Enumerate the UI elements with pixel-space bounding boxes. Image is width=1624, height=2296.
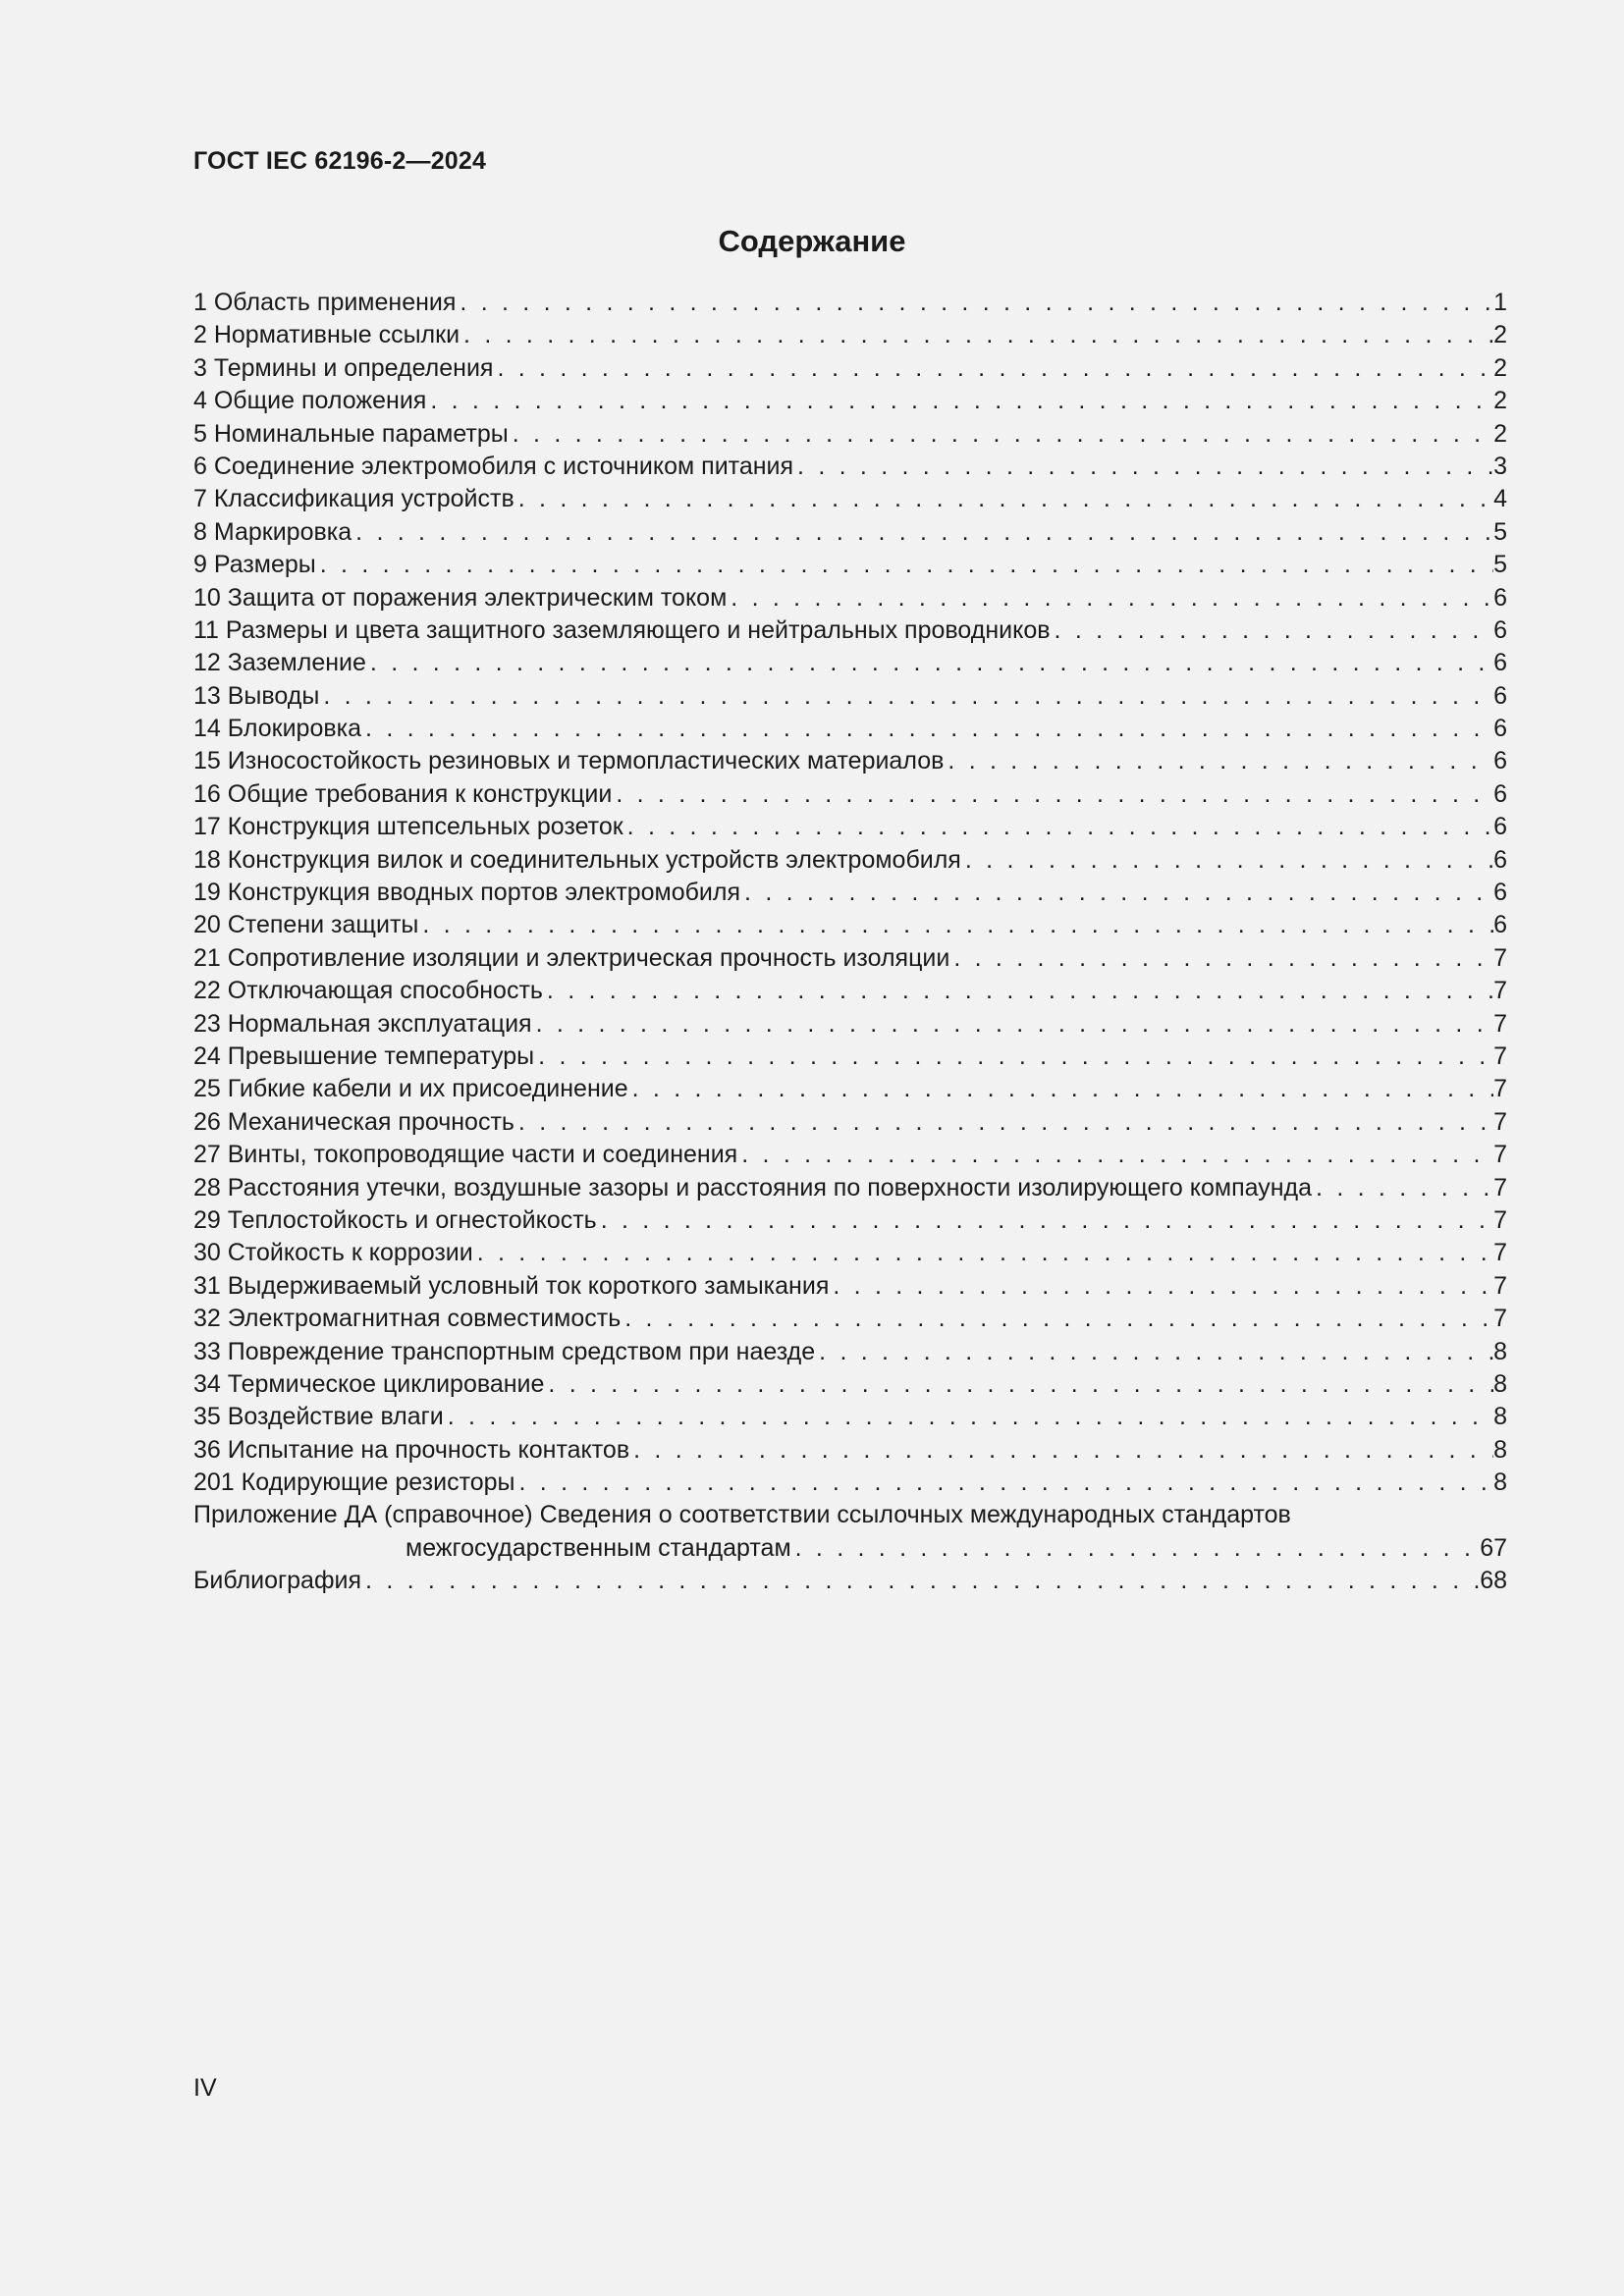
toc-entries	[193, 287, 1507, 1499]
toc-dot-leader	[629, 1434, 1493, 1467]
toc-entry-page: 2	[1493, 387, 1507, 415]
toc-entry-page: 8	[1493, 1468, 1507, 1497]
toc-entry[interactable]	[193, 713, 1507, 745]
toc-entry-page: 7	[1493, 1009, 1507, 1038]
toc-entry-page: 6	[1493, 681, 1507, 710]
toc-entry-title: 12 Заземление	[193, 649, 366, 677]
toc-entry-title: 31 Выдерживаемый условный ток короткого замыкания	[193, 1271, 830, 1300]
toc-dot-leader	[456, 287, 1493, 319]
toc-entry-page: 7	[1493, 1075, 1507, 1103]
toc-dot-leader	[361, 713, 1493, 745]
toc-entry-page: 6	[1493, 813, 1507, 841]
toc-dot-leader	[352, 516, 1493, 549]
toc-entry[interactable]	[193, 1106, 1507, 1139]
toc-entry-title: 14 Блокировка	[193, 715, 362, 743]
toc-dot-leader	[829, 1270, 1493, 1303]
toc-appendix-title: Приложение ДА (справочное) Сведения о соответствии ссылочных международных стандартов	[193, 1501, 1291, 1529]
toc-dot-leader	[949, 942, 1493, 975]
toc-entry[interactable]	[193, 549, 1507, 581]
toc-entry-title: 19 Конструкция вводных портов электромобиля	[193, 879, 741, 907]
toc-entry-title: 20 Степени защиты	[193, 911, 419, 939]
toc-entry[interactable]	[193, 1008, 1507, 1041]
toc-entry[interactable]	[193, 877, 1507, 909]
toc-bibliography-title: Библиография	[193, 1567, 362, 1595]
toc-entry-title: 22 Отключающая способность	[193, 977, 543, 1005]
toc-dot-leader	[418, 909, 1493, 941]
toc-bibliography-page: 68	[1480, 1567, 1507, 1595]
toc-dot-leader	[544, 1368, 1493, 1401]
toc-dot-leader	[1051, 614, 1494, 647]
toc-entry-title: 13 Выводы	[193, 681, 320, 710]
toc-dot-leader	[737, 1139, 1493, 1171]
toc-entry-title: 15 Износостойкость резиновых и термопластических материалов	[193, 747, 945, 775]
toc-dot-leader	[612, 778, 1493, 811]
toc-entry[interactable]	[193, 942, 1507, 975]
toc-entry[interactable]	[193, 385, 1507, 417]
toc-entry[interactable]	[193, 1401, 1507, 1433]
toc-title: Содержание	[718, 224, 906, 258]
toc-entry-page: 6	[1493, 715, 1507, 743]
toc-dot-leader	[515, 1467, 1494, 1499]
toc-entry-page: 2	[1493, 419, 1507, 448]
toc-entry-page: 6	[1493, 879, 1507, 907]
toc-entry-title: 9 Размеры	[193, 551, 316, 579]
toc-entry-title: 17 Конструкция штепсельных розеток	[193, 813, 623, 841]
toc-entry-title: 25 Гибкие кабели и их присоединение	[193, 1075, 628, 1103]
toc-entry-title: 30 Стойкость к коррозии	[193, 1239, 473, 1267]
toc-entry-page: 6	[1493, 845, 1507, 874]
toc-dot-leader	[621, 1303, 1493, 1335]
toc-entry-title: 201 Кодирующие резисторы	[193, 1468, 515, 1497]
toc-entry[interactable]	[193, 352, 1507, 385]
toc-entry-page: 7	[1493, 977, 1507, 1005]
toc-entry-title: 21 Сопротивление изоляции и электрическая прочность изоляции	[193, 943, 950, 972]
toc-entry-title: 8 Маркировка	[193, 517, 352, 546]
toc-appendix[interactable]	[193, 1499, 1507, 1565]
toc-entry-title: 18 Конструкция вилок и соединительных устройств электромобиля	[193, 845, 961, 874]
toc-entry[interactable]	[193, 287, 1507, 319]
toc-dot-leader	[361, 1565, 1480, 1597]
toc-entry-page: 8	[1493, 1403, 1507, 1431]
toc-dot-leader	[597, 1204, 1493, 1237]
toc-entry[interactable]	[193, 1139, 1507, 1171]
toc-dot-leader	[791, 1532, 1481, 1565]
toc-dot-leader	[944, 745, 1493, 777]
toc-entry-page: 2	[1493, 321, 1507, 349]
toc-entry-page: 7	[1493, 1107, 1507, 1136]
toc-entry[interactable]	[193, 778, 1507, 811]
toc-dot-leader	[628, 1073, 1493, 1105]
toc-dot-leader	[740, 877, 1493, 909]
toc-entry-page: 6	[1493, 649, 1507, 677]
toc-entry[interactable]	[193, 909, 1507, 941]
toc-entry-page: 7	[1493, 1173, 1507, 1201]
toc-entry-page: 7	[1493, 1305, 1507, 1333]
toc-entry-title: 34 Термическое циклирование	[193, 1369, 545, 1398]
toc-entry-title: 6 Соединение электромобиля с источником питания	[193, 452, 794, 480]
toc-appendix-page: 67	[1480, 1533, 1507, 1562]
toc-entry-title: 1 Область применения	[193, 289, 457, 316]
toc-entry-page: 7	[1493, 1205, 1507, 1234]
toc-entry-title: 3 Термины и определения	[193, 353, 494, 382]
toc-entry-title: 29 Теплостойкость и огнестойкость	[193, 1205, 597, 1234]
toc-dot-leader	[493, 352, 1493, 385]
toc-dot-leader	[815, 1336, 1493, 1368]
toc-entry[interactable]	[193, 1041, 1507, 1073]
toc-entry[interactable]	[193, 680, 1507, 713]
toc-entry-page: 7	[1493, 1041, 1507, 1070]
toc-entry-title: 16 Общие требования к конструкции	[193, 779, 613, 808]
toc-entry-title: 27 Винты, токопроводящие части и соединения	[193, 1141, 738, 1169]
toc-bibliography[interactable]	[193, 1565, 1507, 1597]
toc-entry-title: 36 Испытание на прочность контактов	[193, 1435, 630, 1464]
toc-dot-leader	[509, 418, 1493, 451]
toc-dot-leader	[534, 1041, 1493, 1073]
toc-dot-leader	[514, 483, 1493, 515]
toc-entry[interactable]	[193, 844, 1507, 877]
toc-entry-page: 4	[1493, 485, 1507, 513]
toc-entry-page: 8	[1493, 1435, 1507, 1464]
toc-entry-title: 28 Расстояния утечки, воздушные зазоры и расстояния по поверхности изолирующего компаунда	[193, 1173, 1313, 1201]
toc-entry[interactable]	[193, 1204, 1507, 1237]
toc-entry[interactable]	[193, 582, 1507, 614]
toc-entry-page: 7	[1493, 1239, 1507, 1267]
toc-entry-page: 7	[1493, 1271, 1507, 1300]
toc-entry[interactable]	[193, 1434, 1507, 1467]
toc-entry-page: 6	[1493, 911, 1507, 939]
toc-entry[interactable]	[193, 745, 1507, 777]
toc-dot-leader	[444, 1401, 1493, 1433]
toc-entry-page: 7	[1493, 1141, 1507, 1169]
toc-dot-leader	[727, 582, 1493, 614]
toc-dot-leader	[623, 811, 1493, 843]
toc-entry[interactable]	[193, 614, 1507, 647]
toc-entry-title: 11 Размеры и цвета защитного заземляющего и нейтральных проводников	[193, 615, 1051, 644]
toc-entry[interactable]	[193, 1172, 1507, 1204]
toc-entry[interactable]	[193, 1303, 1507, 1335]
toc-entry-title: 32 Электромагнитная совместимость	[193, 1305, 622, 1333]
page-number: IV	[193, 2074, 217, 2102]
toc-entry[interactable]	[193, 418, 1507, 451]
toc-entry[interactable]	[193, 811, 1507, 843]
toc-dot-leader	[426, 385, 1493, 417]
toc-entry[interactable]	[193, 483, 1507, 515]
toc-entry-page: 1	[1493, 289, 1507, 316]
toc-entry-title: 35 Воздействие влаги	[193, 1403, 444, 1431]
toc-entry[interactable]	[193, 1467, 1507, 1499]
toc-entry[interactable]	[193, 319, 1507, 351]
toc-entry-page: 6	[1493, 615, 1507, 644]
toc-dot-leader	[532, 1008, 1494, 1041]
toc-entry-page: 5	[1493, 517, 1507, 546]
toc-entry[interactable]	[193, 1270, 1507, 1303]
toc-entry[interactable]	[193, 1073, 1507, 1105]
toc-entry-page: 2	[1493, 353, 1507, 382]
toc-entry-page: 8	[1493, 1337, 1507, 1365]
toc-entry[interactable]	[193, 1237, 1507, 1269]
toc-entry[interactable]	[193, 1368, 1507, 1401]
toc-entry[interactable]	[193, 647, 1507, 679]
toc-entry-title: 24 Превышение температуры	[193, 1041, 535, 1070]
toc-dot-leader	[793, 451, 1493, 483]
toc-entry[interactable]	[193, 451, 1507, 483]
table-of-contents	[193, 287, 1507, 1598]
toc-appendix-title-continued: межгосударственным стандартам	[406, 1533, 791, 1562]
toc-dot-leader	[316, 549, 1493, 581]
toc-dot-leader	[514, 1106, 1493, 1139]
toc-dot-leader	[961, 844, 1493, 877]
toc-dot-leader	[1312, 1172, 1493, 1204]
toc-entry-title: 5 Номинальные параметры	[193, 419, 509, 448]
toc-entry-page: 6	[1493, 583, 1507, 612]
toc-entry-page: 7	[1493, 943, 1507, 972]
page-header-standard: ГОСТ IEC 62196-2—2024	[193, 147, 487, 175]
toc-entry[interactable]	[193, 975, 1507, 1007]
toc-entry-page: 6	[1493, 747, 1507, 775]
toc-entry[interactable]	[193, 1336, 1507, 1368]
toc-dot-leader	[473, 1237, 1493, 1269]
toc-entry-title: 7 Классификация устройств	[193, 485, 514, 513]
toc-entry-page: 3	[1493, 452, 1507, 480]
toc-entry-page: 8	[1493, 1369, 1507, 1398]
toc-entry-title: 23 Нормальная эксплуатация	[193, 1009, 532, 1038]
toc-entry-title: 26 Механическая прочность	[193, 1107, 514, 1136]
toc-dot-leader	[366, 647, 1493, 679]
toc-entry-title: 10 Защита от поражения электрическим током	[193, 583, 728, 612]
toc-dot-leader	[460, 319, 1493, 351]
toc-entry-page: 5	[1493, 551, 1507, 579]
toc-entry-title: 4 Общие положения	[193, 387, 427, 415]
toc-dot-leader	[543, 975, 1493, 1007]
toc-entry-title: 33 Повреждение транспортным средством при наезде	[193, 1337, 816, 1365]
toc-entry-title: 2 Нормативные ссылки	[193, 321, 460, 349]
toc-dot-leader	[319, 680, 1493, 713]
toc-appendix-continuation	[193, 1532, 1507, 1565]
toc-entry-page: 6	[1493, 779, 1507, 808]
toc-entry[interactable]	[193, 516, 1507, 549]
